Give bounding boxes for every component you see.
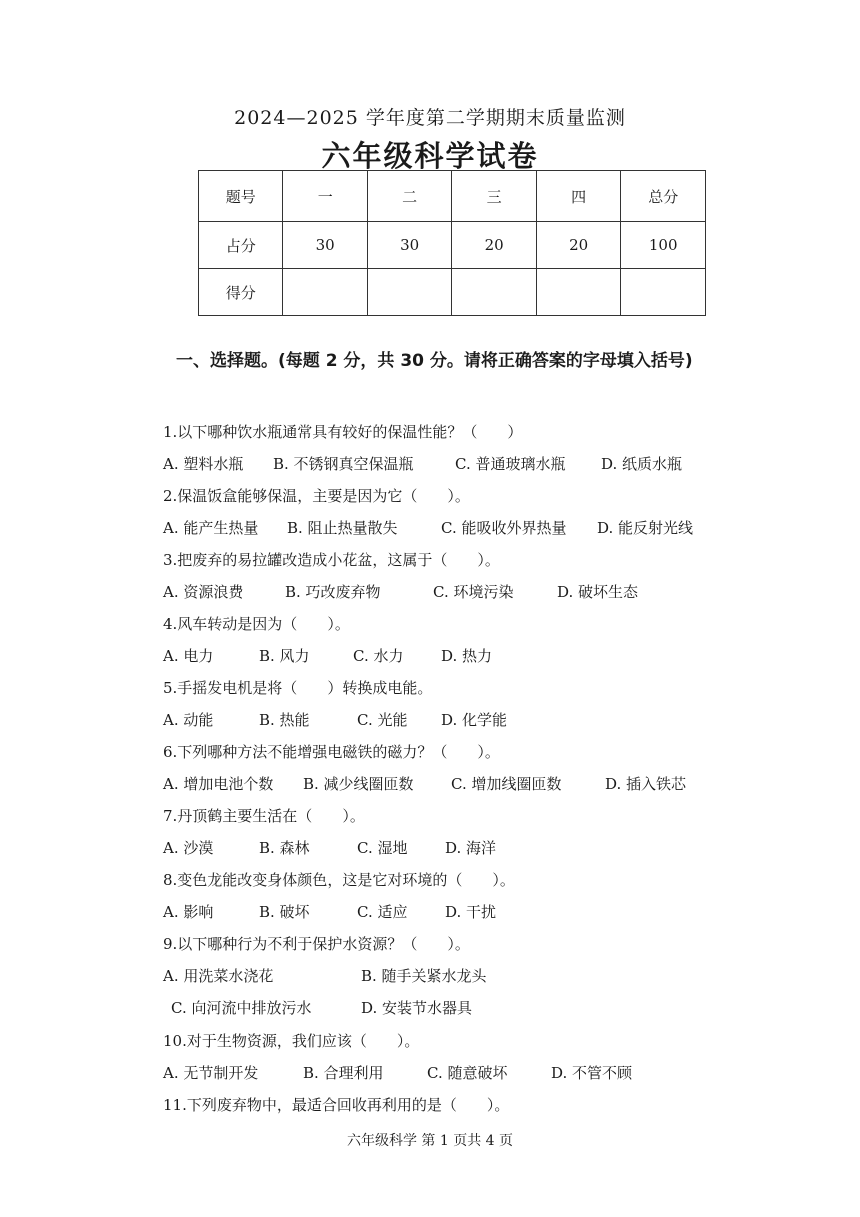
- option: A. 影响: [163, 903, 214, 921]
- option: B. 热能: [259, 711, 310, 729]
- question-5: 5.手摇发电机是将（ ）转换成电能。: [163, 679, 433, 697]
- points-cell: 100: [621, 222, 706, 269]
- score-cell: [452, 269, 536, 316]
- option: D. 化学能: [441, 711, 508, 729]
- column-header: 四: [536, 171, 620, 222]
- option: A. 动能: [163, 711, 214, 729]
- option: A. 资源浪费: [163, 583, 244, 601]
- options-10: [163, 1062, 632, 1083]
- options-1: [163, 453, 682, 474]
- option: B. 阻止热量散失: [287, 519, 398, 537]
- row-header: 题号: [199, 171, 283, 222]
- question-9: 9.以下哪种行为不利于保护水资源？（ ）。: [163, 935, 470, 953]
- options-5: [163, 709, 507, 730]
- option: A. 无节制开发: [163, 1064, 259, 1082]
- question-7: 7.丹顶鹤主要生活在（ ）。: [163, 807, 365, 825]
- options-7: [163, 837, 496, 858]
- column-header: 二: [367, 171, 451, 222]
- points-cell: 20: [536, 222, 620, 269]
- option: A. 能产生热量: [163, 519, 259, 537]
- question-11: 11.下列废弃物中，最适合回收再利用的是（ ）。: [163, 1096, 510, 1114]
- question-2: 2.保温饭盒能够保温，主要是因为它（ ）。: [163, 487, 470, 505]
- page-footer: 六年级科学 第 1 页共 4 页: [346, 1133, 514, 1149]
- question-10: 10.对于生物资源，我们应该（ ）。: [163, 1032, 420, 1050]
- option: D. 海洋: [445, 839, 497, 857]
- score-cell: [536, 269, 620, 316]
- option: A. 塑料水瓶: [163, 455, 244, 473]
- options-8: [163, 901, 496, 922]
- option: B. 破坏: [259, 903, 310, 921]
- exam-title: 六年级科学试卷: [321, 139, 539, 173]
- option: A. 增加电池个数: [163, 775, 274, 793]
- question-6: 6.下列哪种方法不能增强电磁铁的磁力？（ ）。: [163, 743, 500, 761]
- column-header: 三: [452, 171, 536, 222]
- points-cell: 30: [367, 222, 451, 269]
- options-4: [163, 645, 492, 666]
- question-1: 1.以下哪种饮水瓶通常具有较好的保温性能？（ ）: [163, 423, 523, 441]
- option: B. 不锈钢真空保温瓶: [273, 455, 414, 473]
- option: C. 环境污染: [433, 583, 514, 601]
- question-3: 3.把废弃的易拉罐改造成小花盆，这属于（ ）。: [163, 551, 500, 569]
- exam-header: 2024—2025 学年度第二学期期末质量监测: [234, 107, 626, 129]
- option: B. 巧改废弃物: [285, 583, 381, 601]
- table-row: [199, 269, 706, 316]
- option: C. 适应: [357, 903, 408, 921]
- score-cell: [283, 269, 367, 316]
- option: B. 随手关紧水龙头: [361, 967, 487, 985]
- option: D. 热力: [441, 647, 493, 665]
- option: C. 光能: [357, 711, 408, 729]
- options-3: [163, 581, 638, 602]
- options-6: [163, 773, 686, 794]
- option: D. 破坏生态: [557, 583, 639, 601]
- table-row: [199, 171, 706, 222]
- points-cell: 20: [452, 222, 536, 269]
- score-cell: [621, 269, 706, 316]
- option: C. 能吸收外界热量: [441, 519, 567, 537]
- option: D. 安装节水器具: [361, 999, 473, 1017]
- option: D. 纸质水瓶: [601, 455, 683, 473]
- option: D. 插入铁芯: [605, 775, 687, 793]
- option: B. 风力: [259, 647, 310, 665]
- option: C. 水力: [353, 647, 404, 665]
- option: C. 随意破坏: [427, 1064, 508, 1082]
- row-header: 占分: [199, 222, 283, 269]
- row-header: 得分: [199, 269, 283, 316]
- option: C. 向河流中排放污水: [171, 999, 312, 1017]
- score-table: [198, 170, 706, 316]
- option: A. 电力: [163, 647, 214, 665]
- table-row: [199, 222, 706, 269]
- option: D. 不管不顾: [551, 1064, 633, 1082]
- option: B. 合理利用: [303, 1064, 384, 1082]
- option: B. 森林: [259, 839, 310, 857]
- option: D. 能反射光线: [597, 519, 694, 537]
- options-9b: [171, 997, 472, 1018]
- options-9a: [163, 965, 487, 986]
- options-2: [163, 517, 693, 538]
- option: C. 湿地: [357, 839, 408, 857]
- option: C. 增加线圈匝数: [451, 775, 562, 793]
- section-heading: 一、选择题。(每题 2 分，共 30 分。请将正确答案的字母填入括号): [176, 351, 693, 371]
- question-8: 8.变色龙能改变身体颜色，这是它对环境的（ ）。: [163, 871, 515, 889]
- option: A. 用洗菜水浇花: [163, 967, 274, 985]
- option: A. 沙漠: [163, 839, 214, 857]
- option: B. 减少线圈匝数: [303, 775, 414, 793]
- score-cell: [367, 269, 451, 316]
- column-header: 总分: [621, 171, 706, 222]
- column-header: 一: [283, 171, 367, 222]
- option: C. 普通玻璃水瓶: [455, 455, 566, 473]
- points-cell: 30: [283, 222, 367, 269]
- question-4: 4.风车转动是因为（ ）。: [163, 615, 350, 633]
- option: D. 干扰: [445, 903, 497, 921]
